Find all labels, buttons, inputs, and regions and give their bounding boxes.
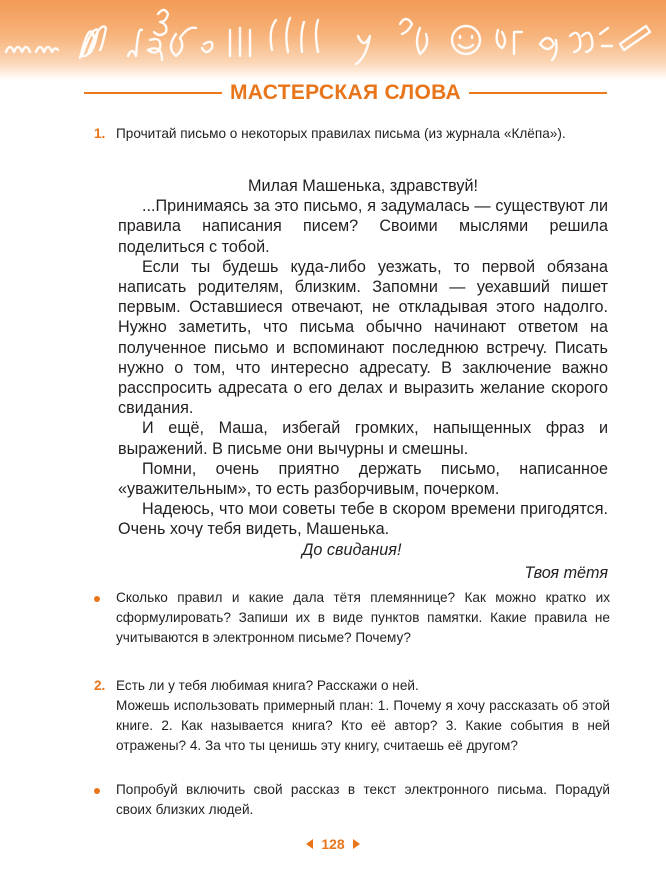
page-navigation [0,834,666,854]
letter-paragraph: И ещё, Маша, избегай громких, напыщенных фраз и выражений. В письме они вычурны и смешны. [118,419,608,458]
bullet-question-2 [116,780,610,820]
bullet-icon [94,596,100,602]
letter-signature: Твоя тётя [524,563,608,582]
title-rule-right [469,92,607,94]
task-1-text: Прочитай письмо о некоторых правилах письма (из журнала «Клёпа»). [116,126,566,141]
letter-paragraph: Помни, очень приятно держать письмо, написанное «уважительным», то есть разборчивым, почерком. [118,459,608,499]
letter-greeting: Милая Машенька, здравствуй! [247,177,479,195]
letter-paragraph: Если ты будешь куда-либо уезжать, то первой обязана написать родителям, близким. Запомни — уехавший пишет первым. Оставшиеся отвечают, не откладывая этого надолго. Нужно заметить, что письма обычно начинают ответом на полученное письмо и вспоминают последнюю встречу. Писать нужно о том, что интересно адресату. В заключение важно расспросить адресата о его делах и выразить желание скорого свидания. [118,257,608,418]
title-rule-left [84,92,222,94]
bullet-icon [94,788,100,794]
task-2-line-1: Есть ли у тебя любимая книга? Расскажи о ней. [116,678,419,693]
triangle-left-icon [306,839,313,849]
section-title: МАСТЕРСКАЯ СЛОВА [230,81,461,104]
task-2-line-2: Можешь использовать примерный план: 1. Почему я хочу рассказать об этой книге. 2. Как называется книга? Кто её автор? 3. Какие события в ней отражены? 4. За что ты ценишь эту книгу, считаешь её другом? [116,698,610,753]
bullet-1-text: Сколько правил и какие дала тётя племяннице? Как можно кратко их сформулировать? Запиши их в виде пунктов памятки. Какие правила не учитываются в электронном письме? Почему? [116,590,610,645]
task-2 [94,676,610,756]
letter [118,176,608,583]
page-number: 128 [321,836,345,852]
bullet-question-1 [116,588,610,648]
handwriting-decoration-icon [0,0,666,80]
task-2-number: 2. [94,678,106,693]
triangle-right-icon [353,839,360,849]
letter-paragraph: Надеюсь, что мои советы тебе в скором времени пригодятся. Очень хочу тебя видеть, Машенька. [118,500,608,539]
letter-paragraph: ...Принимаясь за это письмо, я задумалась — существуют ли правила написания писем? Своими мыслями решила поделиться с тобой. [118,197,608,256]
header-decoration [0,0,666,80]
section-header [84,80,607,106]
task-1-number: 1. [94,126,106,141]
letter-farewell: До свидания! [302,540,402,559]
bullet-2-text: Попробуй включить свой рассказ в текст электронного письма. Порадуй своих близких людей. [116,782,610,817]
task-1 [94,124,610,144]
